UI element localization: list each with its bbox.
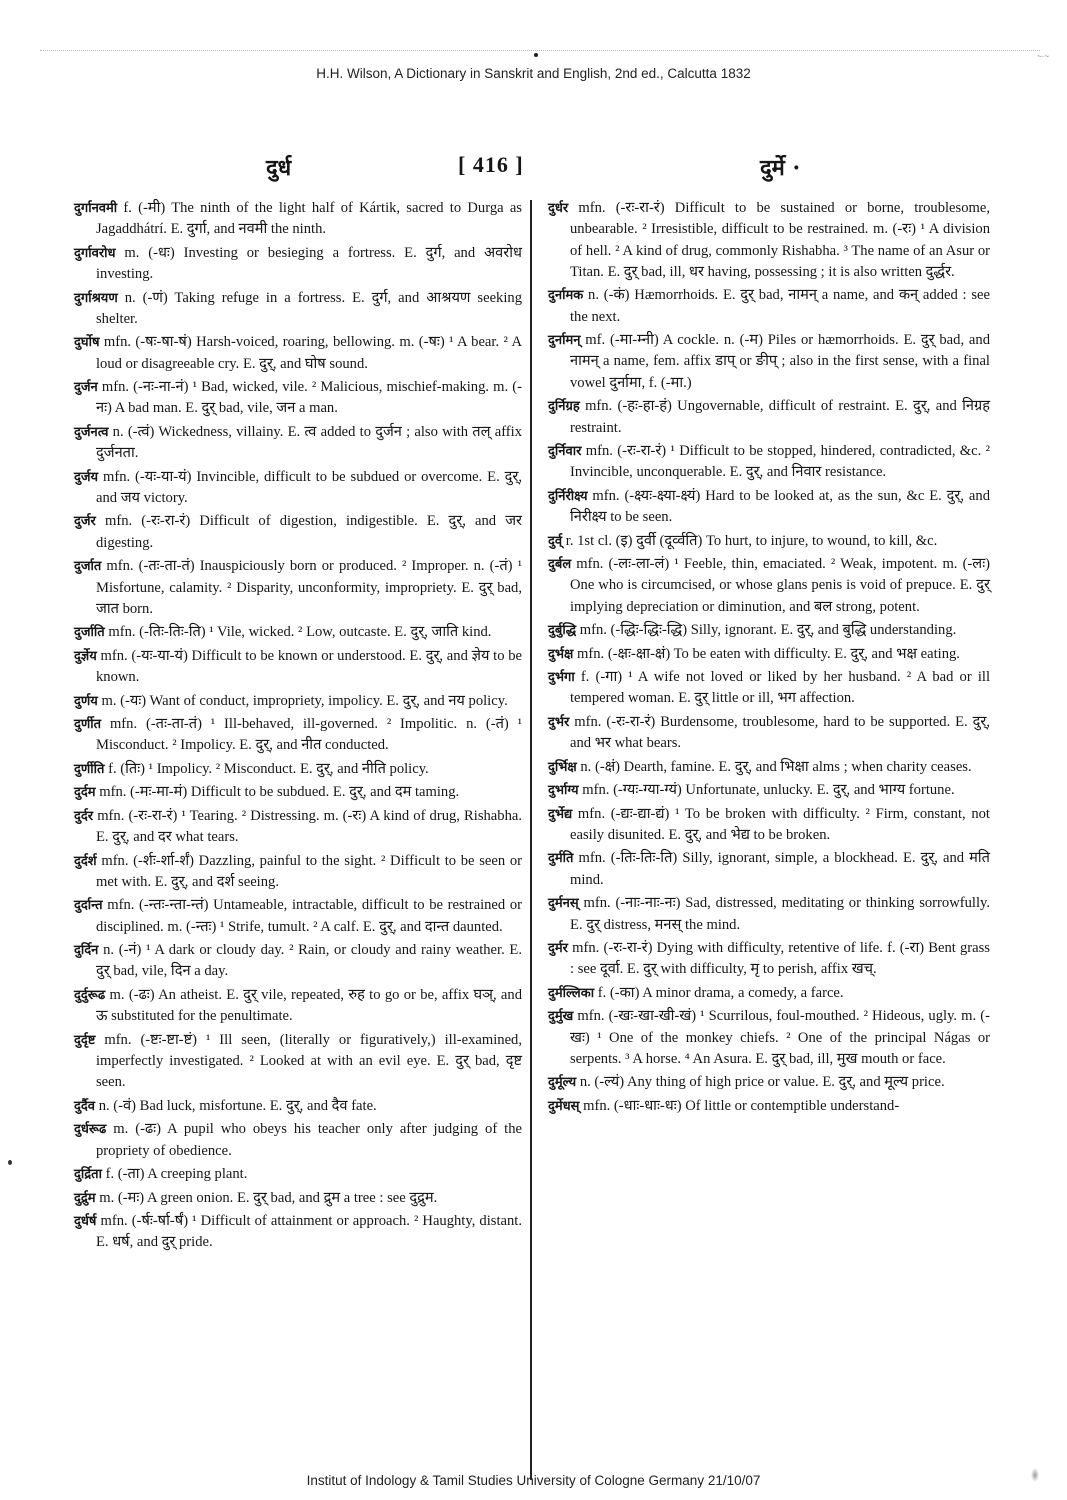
dictionary-entry — [548, 938, 990, 981]
dictionary-entry — [74, 422, 522, 465]
entry-headword: दुर्मेधस् — [548, 1098, 580, 1114]
entry-headword: दुर्दैव — [74, 1098, 96, 1114]
page-number: [ 416 ] — [458, 152, 524, 177]
entry-headword: दुर्धर्ष — [74, 1214, 97, 1230]
dictionary-entry — [74, 556, 522, 620]
entry-definition: mfn. (-र्षः-र्षा-र्षं) ¹ Difficult of attainment or approach. ² Haughty, distant. E. धर्ष, and दुर् pride. — [96, 1213, 522, 1251]
dictionary-entry — [74, 1164, 522, 1185]
scan-mark — [534, 53, 538, 57]
entry-headword: दुर्दुरूढ — [74, 987, 106, 1003]
scan-speck — [8, 1160, 12, 1165]
scan-corner-mark: ~·~ — [1036, 52, 1049, 61]
left-column — [74, 198, 522, 1256]
dictionary-entry — [74, 646, 522, 689]
entry-headword: दुर्णीत — [74, 717, 102, 733]
entry-definition: mfn. (-रः-रा-रं) Burdensome, troublesome, hard to be supported. E. दुर्, and भर what bears. — [569, 713, 990, 752]
entry-headword: दुर्मर — [548, 940, 568, 956]
entry-headword: दुर्दिन — [74, 943, 99, 959]
entry-headword: दुर्जर — [74, 514, 96, 530]
entry-headword: दुर्द्रुम — [74, 1190, 96, 1206]
entry-headword: दुर्भिक्ष — [548, 759, 577, 775]
dictionary-entry — [548, 330, 990, 394]
entry-definition: n. (-क्षं) Dearth, famine. E. दुर्, and भिक्षा alms ; when charity ceases. — [576, 758, 972, 775]
entry-definition: f. (-गा) ¹ A wife not loved or liked by her husband. ² A bad or ill tempered woman. E. दुर् little or ill, भग affection. — [570, 669, 990, 707]
dictionary-entry — [74, 511, 522, 554]
entry-definition: mfn. (-रः-रा-रं) Difficult to be sustained or borne, troublesome, unbearable. ² Irresistible, difficult to be restrained. m. (-रः) ¹ A division of hell. ² A kind of drug, commonly Rishabha. ³ The name of an Asur or Titan. E. दुर् bad, ill, धर having, possessing ; it is also written दुर्द्धर. — [568, 200, 990, 280]
entry-headword: दुर्णीति — [74, 761, 105, 777]
entry-headword: दुर्भक्ष — [548, 646, 574, 662]
entry-definition: m. (-धः) Investing or besieging a fortress. E. दुर्ग, and अवरोध investing. — [96, 244, 522, 283]
entry-headword: दुर्जय — [74, 469, 99, 485]
dictionary-entry — [74, 377, 522, 420]
entry-definition: mfn. (-द्धिः-द्धिः-द्धि) Silly, ignorant. E. दुर्, and बुद्धि understanding. — [576, 622, 957, 639]
entry-definition: f. (तिः) ¹ Impolicy. ² Misconduct. E. दुर्, and नीति policy. — [104, 760, 429, 777]
entry-headword: दुर्बल — [548, 557, 572, 573]
dictionary-entry — [548, 983, 990, 1004]
dictionary-entry — [74, 1030, 522, 1094]
dictionary-entry — [548, 531, 990, 552]
dictionary-entry — [548, 848, 990, 891]
entry-definition: f. (-का) A minor drama, a comedy, a farce. — [594, 984, 844, 1001]
dictionary-entry — [74, 940, 522, 983]
entry-definition: mfn. (-लः-ला-लं) ¹ Feeble, thin, emaciated. ² Weak, impotent. m. (-लः) One who is circumcised, or whose glans penis is void of prepuce. E. दुर् implying depreciation or diminution, and बल strong, potent. — [570, 556, 990, 615]
dictionary-entry — [74, 467, 522, 510]
entry-definition: mfn. (-क्षः-क्षा-क्षं) To be eaten with difficulty. E. दुर्, and भक्ष eating. — [573, 645, 960, 662]
source-citation-header: H.H. Wilson, A Dictionary in Sanskrit and English, 2nd ed., Calcutta 1832 — [316, 66, 751, 81]
dictionary-entry — [74, 691, 522, 712]
entry-definition: n. (-णं) Taking refuge in a fortress. E. दुर्ग, and आश्रयण seeking shelter. — [96, 289, 522, 327]
entry-headword: दुर्व् — [548, 533, 563, 549]
entry-definition: mf. (-मा-म्नी) A cockle. n. (-म) Piles or hæmorrhoids. E. दुर् bad, and नामन् a name, fem. affix डाप् or ङीप् ; also in the first sense, with a final vowel दुर्नामा, f. (-मा.) — [570, 332, 990, 391]
right-column — [548, 198, 990, 1119]
entry-definition: mfn. (-खः-खा-खी-खं) ¹ Scurrilous, foul-mouthed. ² Hideous, ugly. m. (-खः) ¹ One of the monkey chiefs. ² One of the principal Nágas or serpents. ³ A horse. ⁴ An Asura. E. दुर् bad, ill, मुख mouth or face. — [570, 1008, 990, 1067]
dictionary-entry — [548, 1006, 990, 1070]
dictionary-entry — [74, 1096, 522, 1117]
dictionary-entry — [74, 759, 522, 780]
entry-headword: दुर्भेद्य — [548, 806, 573, 822]
entry-headword: दुर्धरूढ — [74, 1122, 107, 1138]
entry-definition: mfn. (-द्यः-द्या-द्यं) ¹ To be broken with difficulty. ² Firm, constant, not easily disunited. E. दुर्, and भेद्य to be broken. — [570, 805, 990, 843]
entry-headword: दुर्बुद्धि — [548, 623, 577, 639]
entry-headword: दुर्मति — [548, 851, 574, 867]
entry-definition: n. (-ल्यं) Any thing of high price or value. E. दुर्, and मूल्य price. — [576, 1074, 945, 1091]
entry-definition: mfn. (-ष्टः-ष्टा-ष्टं) ¹ Ill seen, (literally or figuratively,) ill-examined, imperfectly investigated. ² Looked at with an evil eye. E. दुर् bad, दृष्ट seen. — [95, 1031, 522, 1091]
dictionary-entry — [74, 288, 522, 331]
entry-definition: n. (-त्वं) Wickedness, villainy. E. त्व added to दुर्जन ; also with तल् affix दुर्जनता. — [96, 423, 522, 462]
entry-headword: दुर्जनत्व — [74, 424, 109, 440]
entry-headword: दुर्दर — [74, 808, 94, 824]
entry-definition: r. 1st cl. (इ) दुर्वी (दूर्व्वति) To hurt, to injure, to wound, to kill, &c. — [562, 532, 938, 549]
entry-definition: mfn. (-ग्यः-ग्या-ग्यं) Unfortunate, unlucky. E. दुर्, and भाग्य fortune. — [578, 782, 955, 799]
entry-headword: दुर्मनस् — [548, 896, 579, 912]
entry-definition: mfn. (-षः-षा-षं) Harsh-voiced, roaring, bellowing. m. (-षः) ¹ A bear. ² A loud or disagreeable cry. E. दुर्, and घोष sound. — [96, 334, 522, 372]
entry-headword: दुर्निवार — [548, 444, 582, 460]
entry-definition: n. (-कं) Hæmorrhoids. E. दुर् bad, नामन् a name, and कन् added : see the next. — [570, 287, 990, 325]
entry-headword: दुर्दृष्ट — [74, 1032, 96, 1048]
dictionary-entry — [548, 198, 990, 283]
entry-definition: n. (-वं) Bad luck, misfortune. E. दुर्, and दैव fate. — [95, 1097, 377, 1114]
dictionary-entry — [74, 622, 522, 643]
dictionary-entry — [548, 1072, 990, 1093]
entry-headword: दुर्गावरोध — [74, 245, 116, 261]
dictionary-entry — [74, 1211, 522, 1254]
dictionary-entry — [548, 712, 990, 755]
entry-definition: mfn. (-न्तः-न्ता-न्तं) Untameable, intractable, difficult to be restrained or disciplined. m. (-न्तः) ¹ Strife, tumult. ² A calf. E. दुर्, and दान्त daunted. — [96, 897, 522, 935]
entry-headword: दुर्जाति — [74, 625, 105, 641]
dictionary-entry — [74, 332, 522, 375]
entry-definition: mfn. (-यः-या-यं) Difficult to be known or understood. E. दुर्, and ज्ञेय to be known. — [96, 647, 522, 686]
entry-definition: mfn. (-तः-ता-तं) Inauspiciously born or produced. ² Improper. n. (-तं) ¹ Misfortune, calamity. ² Disparity, unconformity, impropriety. E. दुर् bad, जात born. — [96, 558, 522, 617]
entry-headword: दुर्भाग्य — [548, 783, 579, 799]
entry-headword: दुर्णय — [74, 693, 98, 709]
entry-definition: mfn. (-हः-हा-हं) Ungovernable, difficult of restraint. E. दुर्, and निग्रह restraint. — [570, 398, 990, 436]
entry-headword: दुर्जात — [74, 559, 102, 575]
dictionary-entry — [548, 893, 990, 936]
dictionary-entry — [548, 441, 990, 484]
entry-headword: दुर्मूल्य — [548, 1075, 577, 1091]
entry-headword: दुर्गानवमी — [74, 201, 118, 216]
dictionary-entry — [74, 714, 522, 757]
entry-headword: दुर्नामन् — [548, 333, 581, 349]
institution-footer: Institut of Indology & Tamil Studies University of Cologne Germany 21/10/07 — [306, 1473, 761, 1488]
entry-definition: mfn. (-रः-रा-रं) ¹ Difficult to be stopped, hindered, contradicted, &c. ² Invincible, unconquerable. E. दुर्, and निवार resistance. — [570, 443, 990, 481]
entry-definition: m. (-ढः) An atheist. E. दुर् vile, repeated, रुह to go or be, affix घञ्, and ऊ substituted for the penultimate. — [96, 986, 522, 1025]
dictionary-entry — [74, 243, 522, 286]
entry-headword: दुर्धर — [548, 201, 569, 216]
dictionary-entry — [548, 757, 990, 778]
entry-headword: दुर्नामक — [548, 288, 584, 304]
entry-definition: mfn. (-क्ष्यः-क्ष्या-क्ष्यं) Hard to be looked at, as the sun, &c E. दुर्, and निरीक्ष्य to be seen. — [570, 487, 990, 526]
running-head-last-word: दुर्मे · — [760, 155, 801, 181]
entry-definition: mfn. (-रः-रा-रं) Dying with difficulty, retentive of life. f. (-रा) Bent grass : see दूर्वा. E. दुर् with difficulty, मृ to perish, affix खच्. — [568, 939, 990, 978]
dictionary-entry — [548, 285, 990, 328]
dictionary-entry — [74, 1188, 522, 1209]
dictionary-entry — [74, 895, 522, 938]
entry-headword: दुर्मुख — [548, 1009, 574, 1025]
entry-definition: mfn. (-र्शः-र्शा-र्शं) Dazzling, painful to the sight. ² Difficult to be seen or met with. E. दुर्, and दर्श seeing. — [96, 852, 522, 890]
entry-headword: दुर्भर — [548, 714, 570, 730]
dictionary-entry — [548, 780, 990, 801]
entry-headword: दुर्दम — [74, 785, 96, 801]
dictionary-entry — [548, 620, 990, 641]
dictionary-entry — [548, 486, 990, 529]
dictionary-entry — [74, 851, 522, 894]
entry-definition: n. (-नं) ¹ A dark or cloudy day. ² Rain, or cloudy and rainy weather. E. दुर् bad, vile, दिन a day. — [96, 942, 522, 980]
entry-definition: mfn. (-मः-मा-मं) Difficult to be subdued. E. दुर्, and दम taming. — [95, 784, 460, 801]
dictionary-entry — [74, 198, 522, 241]
entry-definition: m. (-यः) Want of conduct, impropriety, impolicy. E. दुर्, and नय policy. — [97, 692, 508, 709]
entry-definition: mfn. (-नः-ना-नं) ¹ Bad, wicked, vile. ² Malicious, mischief-making. m. (-नः) A bad man. E. दुर् bad, vile, जन a man. — [96, 379, 522, 417]
entry-definition: f. (-मी) The ninth of the light half of Kártik, sacred to Durga as Jagaddhátrí. E. दुर्गा, and नवमी the ninth. — [96, 200, 522, 238]
entry-headword: दुर्मल्लिका — [548, 985, 595, 1001]
entry-definition: mfn. (-तः-ता-तं) ¹ Ill-behaved, ill-governed. ² Impolitic. n. (-तं) ¹ Misconduct. ² Impolicy. E. दुर्, and नीत conducted. — [96, 716, 522, 754]
entry-headword: दुर्जन — [74, 380, 98, 396]
entry-definition: mfn. (-धाः-धाः-धः) Of little or contemptible understand- — [579, 1097, 900, 1114]
dictionary-entry — [548, 1096, 990, 1117]
scan-smudge — [1031, 1468, 1039, 1482]
running-head-first-word: दुर्ध — [266, 155, 292, 181]
entry-headword: दुर्दर्श — [74, 853, 97, 869]
entry-definition: mfn. (-तिः-तिः-ति) Silly, ignorant, simple, a blockhead. E. दुर्, and मति mind. — [570, 850, 990, 888]
entry-definition: mfn. (-रः-रा-रं) ¹ Tearing. ² Distressing. m. (-रः) A kind of drug, Rishabha. E. दुर्, and दर what tears. — [93, 807, 522, 846]
dictionary-entry — [548, 554, 990, 618]
entry-headword: दुर्घोष — [74, 335, 100, 351]
scan-top-edge — [40, 50, 1040, 51]
entry-headword: दुर्भगा — [548, 670, 575, 686]
entry-definition: mfn. (-नाः-नाः-नः) Sad, distressed, meditating or thinking sorrowfully. E. दुर् distress, मनस् the mind. — [570, 895, 990, 933]
dictionary-entry — [548, 644, 990, 665]
entry-headword: दुर्निरीक्ष्य — [548, 488, 588, 504]
entry-headword: दुर्ज्ञेय — [74, 648, 97, 664]
entry-definition: m. (-मः) A green onion. E. दुर् bad, and द्रुम a tree : see दुद्रुम. — [95, 1189, 438, 1206]
dictionary-entry — [548, 804, 990, 847]
dictionary-entry — [74, 985, 522, 1028]
entry-definition: mfn. (-तिः-तिः-ति) ¹ Vile, wicked. ² Low, outcaste. E. दुर्, जाति kind. — [104, 624, 492, 641]
dictionary-entry — [74, 1119, 522, 1162]
entry-definition: mfn. (-रः-रा-रं) Difficult of digestion, indigestible. E. दुर्, and जर digesting. — [95, 513, 522, 551]
entry-definition: m. (-ढः) A pupil who obeys his teacher only after judging of the propriety of obedience. — [96, 1121, 522, 1159]
column-divider — [530, 200, 532, 1480]
entry-headword: दुर्गाश्रयण — [74, 290, 118, 306]
entry-definition: mfn. (-यः-या-यं) Invincible, difficult to be subdued or overcome. E. दुर्, and जय victory. — [96, 468, 522, 506]
dictionary-entry — [548, 667, 990, 710]
entry-headword: दुर्निग्रह — [548, 399, 580, 415]
entry-definition: f. (-ता) A creeping plant. — [101, 1166, 248, 1183]
dictionary-entry — [548, 396, 990, 439]
dictionary-entry — [74, 806, 522, 849]
entry-headword: दुर्द्रिता — [74, 1167, 102, 1183]
entry-headword: दुर्दान्त — [74, 898, 103, 914]
dictionary-entry — [74, 782, 522, 803]
